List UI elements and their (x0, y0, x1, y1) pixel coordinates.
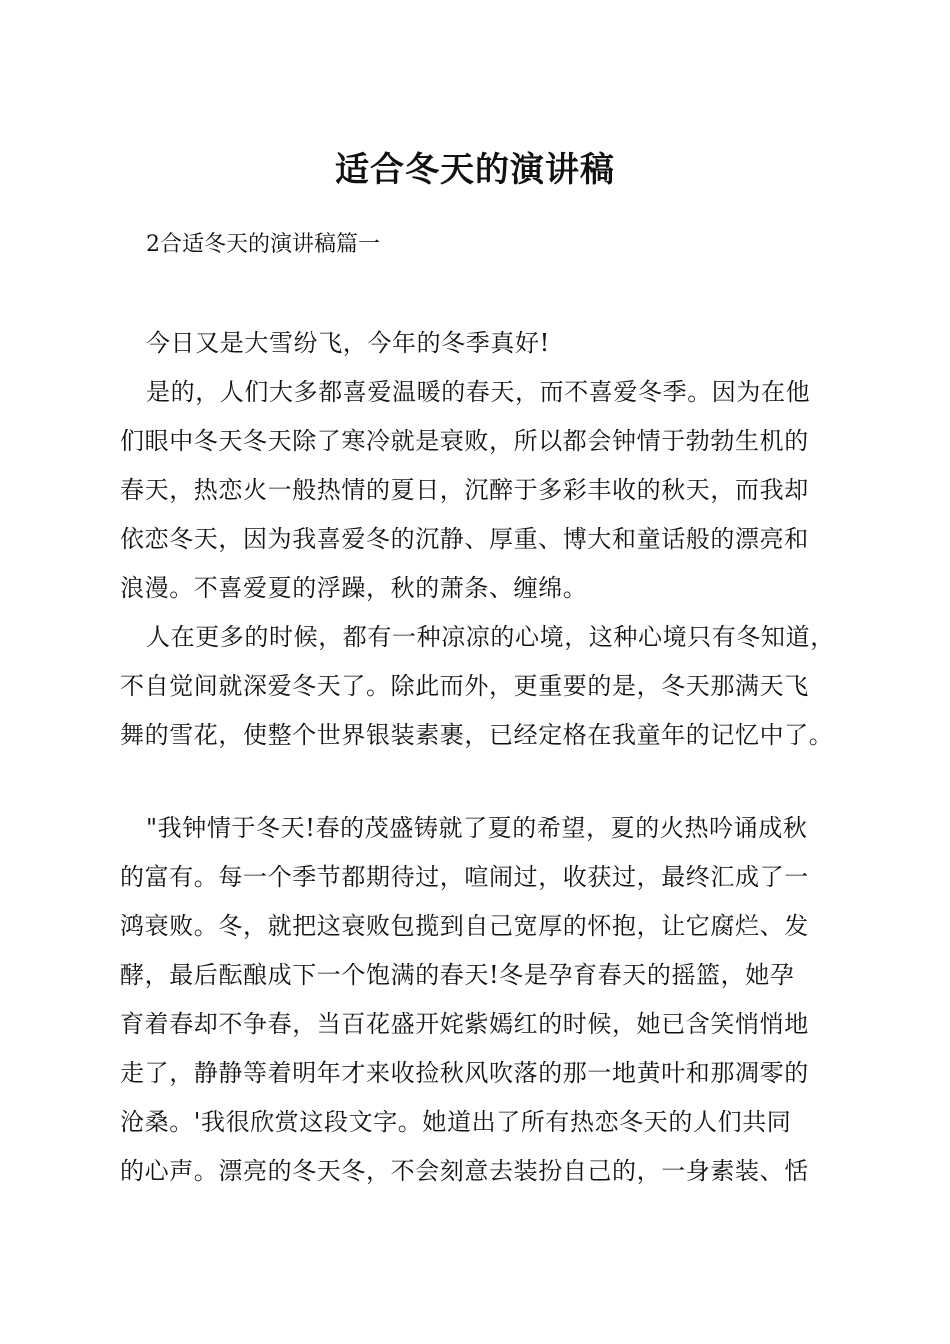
paragraph-line: 不自觉间就深爱冬天了。除此而外，更重要的是，冬天那满天飞 (120, 672, 809, 700)
document-subtitle: 2合适冬天的演讲稿篇一 (146, 232, 380, 257)
paragraph-line: 们眼中冬天冬天除了寒冷就是衰败，所以都会钟情于勃勃生机的 (120, 427, 809, 455)
paragraph-line: 走了，静静等着明年才来收捡秋风吹落的那一地黄叶和那凋零的 (120, 1059, 809, 1087)
paragraph-line: 人在更多的时候，都有一种凉凉的心境，这种心境只有冬知道， (146, 623, 835, 651)
paragraph-line: 酵，最后酝酿成下一个饱满的春天!冬是孕育春天的摇篮，她孕 (120, 961, 795, 989)
paragraph-line: 浪漫。不喜爱夏的浮躁，秋的萧条、缠绵。 (120, 574, 588, 602)
document-title: 适合冬天的演讲稿 (335, 150, 615, 190)
paragraph-line: 沧桑。'我很欣赏这段文字。她道出了所有热恋冬天的人们共同 (120, 1108, 792, 1136)
paragraph-line: 春天，热恋火一般热情的夏日，沉醉于多彩丰收的秋天，而我却 (120, 476, 809, 504)
paragraph-line: 舞的雪花，使整个世界银装素裹，已经定格在我童年的记忆中了。 (120, 721, 834, 749)
paragraph-line: 的心声。漂亮的冬天冬，不会刻意去装扮自己的，一身素装、恬 (120, 1157, 809, 1185)
paragraph-line: 今日又是大雪纷飞，今年的冬季真好! (146, 329, 550, 357)
paragraph-line: 育着春却不争春，当百花盛开姹紫嫣红的时候，她已含笑悄悄地 (120, 1010, 809, 1038)
paragraph-line: 是的，人们大多都喜爱温暖的春天，而不喜爱冬季。因为在他 (146, 378, 811, 406)
paragraph-line: 的富有。每一个季节都期待过，喧闹过，收获过，最终汇成了一 (120, 863, 809, 891)
paragraph-line: 鸿衰败。冬，就把这衰败包揽到自己宽厚的怀抱，让它腐烂、发 (120, 912, 809, 940)
paragraph-line: 依恋冬天，因为我喜爱冬的沉静、厚重、博大和童话般的漂亮和 (120, 525, 809, 553)
paragraph-line: "我钟情于冬天!春的茂盛铸就了夏的希望，夏的火热吟诵成秋 (146, 814, 808, 842)
